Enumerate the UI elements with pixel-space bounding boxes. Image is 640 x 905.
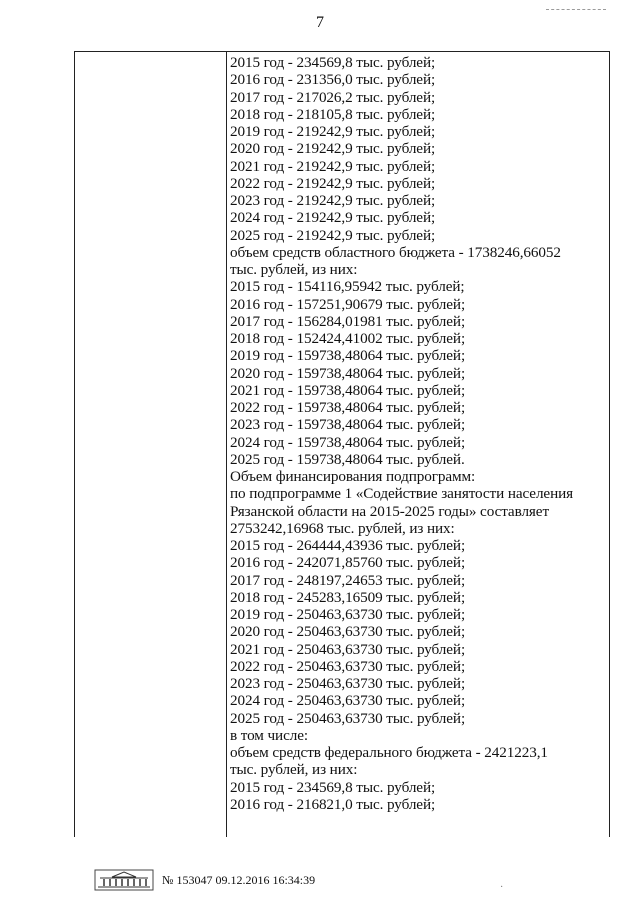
content-line: 2018 год - 245283,16509 тыс. рублей; [230,588,466,606]
content-line: 2023 год - 159738,48064 тыс. рублей; [230,416,466,434]
content-line: 2753242,16968 тыс. рублей, из них: [230,519,455,537]
content-line: 2021 год - 250463,63730 тыс. рублей; [230,640,466,658]
content-line: 2024 год - 159738,48064 тыс. рублей; [230,433,466,451]
content-line: по подпрограмме 1 «Содействие занятости населения [230,485,574,503]
content-line: 2020 год - 250463,63730 тыс. рублей; [230,623,466,641]
content-line: тыс. рублей, из них: [230,761,358,779]
content-line: 2021 год - 219242,9 тыс. рублей; [230,157,436,175]
building-logo-icon [94,869,154,891]
content-line: 2015 год - 154116,95942 тыс. рублей; [230,278,465,296]
content-line: в том числе: [230,726,308,744]
scan-speck: · [500,882,504,893]
content-line: 2024 год - 219242,9 тыс. рублей; [230,209,436,227]
content-line: 2016 год - 242071,85760 тыс. рублей; [230,554,466,572]
content-line: тыс. рублей, из них: [230,261,358,278]
content-line: 2022 год - 250463,63730 тыс. рублей; [230,657,466,675]
content-line: 2019 год - 250463,63730 тыс. рублей; [230,606,466,623]
content-line: 2015 год - 234569,8 тыс. рублей; [230,54,436,71]
content-line: 2017 год - 217026,2 тыс. рублей; [230,88,436,106]
column-divider [226,52,227,837]
top-dashed-mark [546,9,606,10]
content-line: Рязанской области на 2015-2025 годы» составляет [230,502,549,520]
content-line: 2018 год - 152424,41002 тыс. рублей; [230,330,466,347]
document-registration-code: № 153047 09.12.2016 16:34:39 [162,872,316,887]
content-line: 2017 год - 156284,01981 тыс. рублей; [230,312,466,330]
document-table [74,51,610,837]
content-line: 2015 год - 264444,43936 тыс. рублей; [230,537,466,554]
content-line: 2022 год - 159738,48064 тыс. рублей; [230,399,466,416]
content-line: 2017 год - 248197,24653 тыс. рублей; [230,571,466,589]
content-line: объем средств федерального бюджета - 2421223,1 [230,744,548,761]
content-line: 2015 год - 234569,8 тыс. рублей; [230,778,436,796]
content-line: 2019 год - 159738,48064 тыс. рублей; [230,347,466,365]
content-line: 2016 год - 231356,0 тыс. рублей; [230,71,436,89]
content-line: 2016 год - 157251,90679 тыс. рублей; [230,295,466,313]
content-line: 2016 год - 216821,0 тыс. рублей; [230,795,436,813]
page-number: 7 [316,14,324,31]
content-line: 2020 год - 159738,48064 тыс. рублей; [230,364,466,382]
content-line: 2024 год - 250463,63730 тыс. рублей; [230,692,466,710]
content-line: 2023 год - 250463,63730 тыс. рублей; [230,675,466,692]
content-line: 2021 год - 159738,48064 тыс. рублей; [230,381,466,399]
content-line: объем средств областного бюджета - 1738246,66052 [230,243,561,261]
table-right-column [230,54,602,813]
content-line: 2018 год - 218105,8 тыс. рублей; [230,105,436,123]
content-line: 2019 год - 219242,9 тыс. рублей; [230,123,436,140]
content-line: 2022 год - 219242,9 тыс. рублей; [230,174,436,192]
content-line: 2025 год - 250463,63730 тыс. рублей; [230,709,466,727]
content-line: 2020 год - 219242,9 тыс. рублей; [230,140,436,158]
document-footer [94,868,315,892]
content-line: Объем финансирования подпрограмм: [230,468,476,485]
content-line: 2023 год - 219242,9 тыс. рублей; [230,192,436,209]
content-line: 2025 год - 159738,48064 тыс. рублей. [230,450,465,468]
content-line: 2025 год - 219242,9 тыс. рублей; [230,226,436,244]
